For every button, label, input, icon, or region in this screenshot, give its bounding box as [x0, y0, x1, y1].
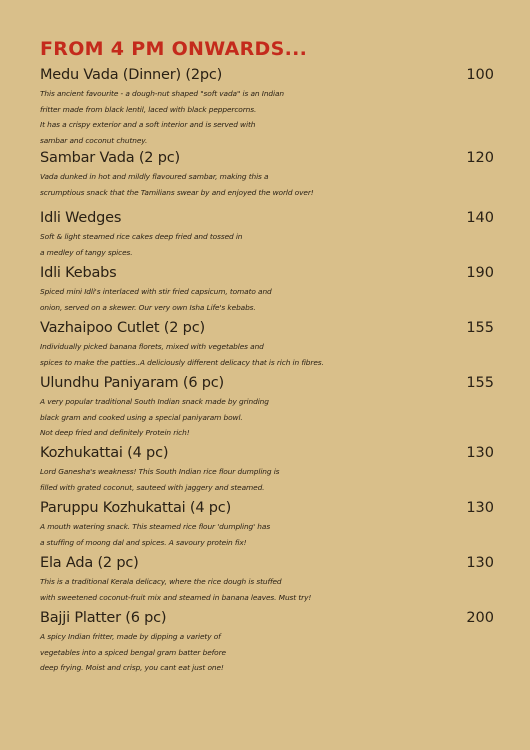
description-line: spices to make the patties..A deliciously different delicacy that is rich in fibres. — [40, 357, 324, 367]
description-line: onion, served on a skewer. Our very own Isha Life's kebabs. — [40, 302, 256, 312]
menu-item-name: Ela Ada (2 pc) — [40, 555, 139, 571]
menu-item-price: 190 — [466, 265, 494, 281]
description-line: Spiced mini Idli's interlaced with stir fried capsicum, tomato and — [40, 287, 272, 296]
menu-item-name: Kozhukattai (4 pc) — [40, 445, 169, 461]
description-line: a medley of tangy spices. — [40, 247, 133, 257]
menu-section-heading: FROM 4 PM ONWARDS... — [40, 38, 308, 60]
menu-item-description — [40, 464, 500, 495]
menu-item-name: Medu Vada (Dinner) (2pc) — [40, 67, 223, 83]
menu-item — [40, 264, 500, 315]
description-line: sambar and coconut chutney. — [40, 135, 148, 145]
description-line: Vada dunked in hot and mildly flavoured sambar, making this a — [40, 172, 269, 181]
description-line: This ancient favourite - a dough-nut shaped "soft vada" is an Indian — [40, 89, 284, 98]
menu-item-price: 130 — [466, 500, 494, 516]
menu-item-description — [40, 229, 500, 260]
menu-item-price: 155 — [466, 320, 494, 336]
description-line: scrumptious snack that the Tamilians swear by and enjoyed the world over! — [40, 187, 314, 197]
description-line: a stuffing of moong dal and spices. A savoury protein fix! — [40, 537, 247, 547]
description-line: with sweetened coconut-fruit mix and steamed in banana leaves. Must try! — [40, 592, 312, 602]
menu-item-price: 200 — [466, 610, 494, 626]
description-line: It has a crispy exterior and a soft interior and is served with — [40, 120, 256, 129]
description-line: black gram and cooked using a special paniyaram bowl. — [40, 412, 243, 422]
menu-item — [40, 609, 500, 676]
menu-item-price: 130 — [466, 445, 494, 461]
description-line: Not deep fried and definitely Protein rich! — [40, 428, 190, 437]
menu-item — [40, 499, 500, 550]
menu-item-price: 130 — [466, 555, 494, 571]
menu-item-description — [40, 86, 500, 148]
menu-item-name: Sambar Vada (2 pc) — [40, 150, 180, 166]
menu-item-name: Ulundhu Paniyaram (6 pc) — [40, 375, 224, 391]
description-line: Individually picked banana florets, mixed with vegetables and — [40, 342, 264, 351]
menu-item-price: 100 — [466, 67, 494, 83]
menu-item-description — [40, 629, 500, 676]
menu-item-description — [40, 574, 500, 605]
menu-item-description — [40, 284, 500, 315]
menu-item-name: Vazhaipoo Cutlet (2 pc) — [40, 320, 205, 336]
description-line: This is a traditional Kerala delicacy, where the rice dough is stuffed — [40, 577, 282, 586]
menu-item — [40, 319, 500, 370]
description-line: A very popular traditional South Indian snack made by grinding — [40, 397, 269, 406]
menu-item-price: 155 — [466, 375, 494, 391]
menu-item — [40, 149, 500, 200]
menu-item-name: Idli Wedges — [40, 210, 122, 226]
menu-item-price: 120 — [466, 150, 494, 166]
menu-item — [40, 209, 500, 260]
description-line: vegetables into a spiced bengal gram batter before — [40, 647, 226, 657]
description-line: A mouth watering snack. This steamed rice flour 'dumpling' has — [40, 522, 271, 531]
menu-item — [40, 444, 500, 495]
menu-item-name: Paruppu Kozhukattai (4 pc) — [40, 500, 232, 516]
menu-item-description — [40, 394, 500, 441]
menu-item-description — [40, 169, 500, 200]
description-line: filled with grated coconut, sauteed with jaggery and steamed. — [40, 482, 265, 492]
description-line: Soft & light steamed rice cakes deep fried and tossed in — [40, 232, 243, 241]
menu-item-price: 140 — [466, 210, 494, 226]
menu-item-name: Bajji Platter (6 pc) — [40, 610, 167, 626]
description-line: fritter made from black lentil, laced with black peppercorns. — [40, 104, 257, 114]
menu-item — [40, 66, 500, 148]
menu-item — [40, 374, 500, 441]
description-line: A spicy Indian fritter, made by dipping a variety of — [40, 632, 221, 641]
description-line: deep frying. Moist and crisp, you cant eat just one! — [40, 663, 224, 672]
menu-item-description — [40, 339, 500, 370]
menu-item-description — [40, 519, 500, 550]
menu-item — [40, 554, 500, 605]
description-line: Lord Ganesha's weakness! This South Indian rice flour dumpling is — [40, 467, 280, 476]
menu-item-name: Idli Kebabs — [40, 265, 117, 281]
